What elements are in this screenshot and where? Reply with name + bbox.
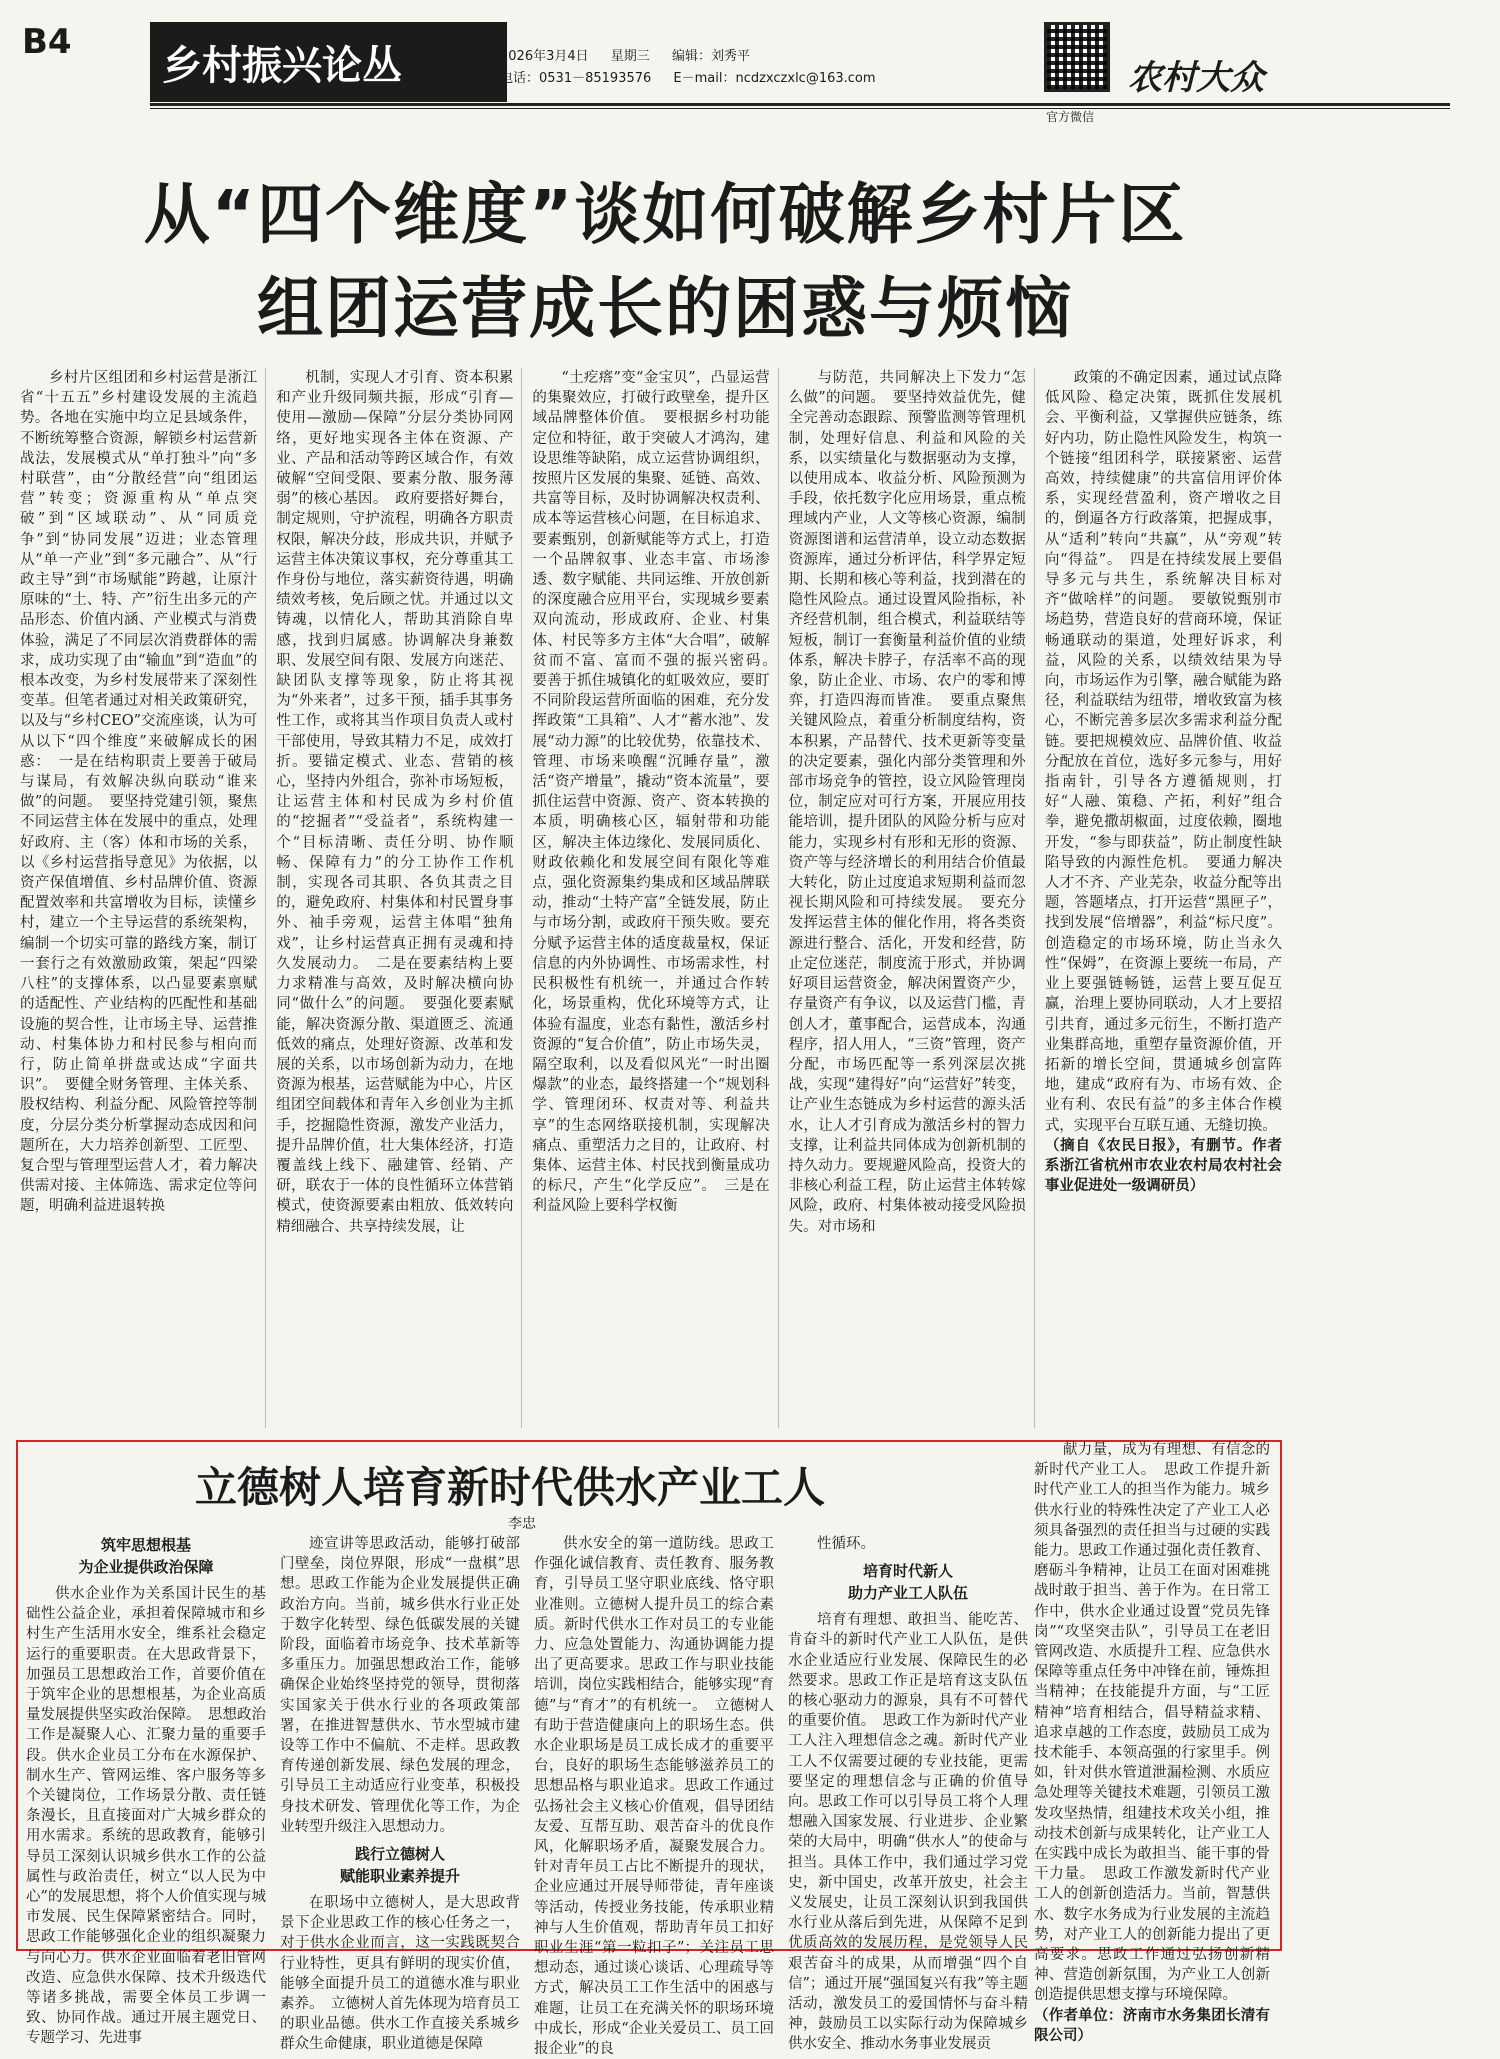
headline-line-1: 从“四个维度”谈如何破解乡村片区 bbox=[143, 176, 1187, 253]
headline-line-2: 组团运营成长的困惑与烦恼 bbox=[257, 270, 1073, 347]
issue-date: 2026年3月4日 bbox=[500, 49, 589, 64]
masthead-rule bbox=[150, 103, 1450, 106]
boxed-column-1 bbox=[26, 1528, 266, 2047]
article-column-1 bbox=[20, 368, 266, 1428]
phone: 电话：0531－85193576 bbox=[500, 71, 652, 86]
boxed-column-5 bbox=[1034, 1440, 1270, 2044]
subheading-line: 培育时代新人 bbox=[862, 1562, 953, 1581]
column-text: 与防范，共同解决上下发力“怎么做”的问题。 要坚持效益优先，健全完善动态跟踪、预警监测等管理机制，处理好信息、利益和风险的关系，以实绩量化与数据驱动为支撑，以使用成本、收益分析、风险预测为手段，依托数字化应用场景，重点梳理域内产业，人文等核心资源，编制资源图谱和运营清单，设立动态数据资源库，通过分析评估，科学界定短期、长期和核心等利益，找到潜在的隐性风险点。通过设置风险指标，补齐经营机制，组合模式，利益联结等短板，制订一套衡量利益价值的业绩体系，解决卡脖子，存活率不高的现象，防止企业、市场、农户的零和博弈，打造四海而皆准。 要重点聚焦关键风险点，着重分析制度结构，资本积累，产品替代、技术更新等变量的决定要素，强化内部分类管理和外部市场竞争的管控，设立风险管理岗位，制定应对可行方案，开展应用技能培训，提升团队的风险分析与应对能力，实现乡村有形和无形的资源、资产等与经济增长的利用结合价值最大转化，防止过度追求短期利益而忽视长期风险和可持续发展。 要充分发挥运营主体的催化作用，将各类资源进行整合、活化，开发和经营，防止定位迷茫，制度流于形式，并协调好项目运营资金，解决闲置资产少，存量资产有争议，以及运营门槛，青创人才，董事配合，运营成本，沟通程序，招人用人，“三资”管理，资产分配，市场匹配等一系列深层次挑战，实现“建得好”向“运营好”转变，让产业生态链成为乡村运营的源头活水，让人才引育成为激活乡村的智力支撑，让利益共同体成为创新机制的持久动力。要规避风险高，投资大的非核心利益工程，防止运营主体转嫁风险，政府、村集体被动接受风险损失。对市场和 bbox=[788, 370, 1026, 1235]
article-column-3 bbox=[532, 368, 785, 1428]
column-text: 供水企业作为关系国计民生的基础性公益企业，承担着保障城市和乡村生产生活用水安全，维系社会稳定运行的重要职责。在大思政背景下，加强员工思想政治工作，首要价值在于筑牢企业的思想根基，为企业高质量发展提供坚实政治保障。 思想政治工作是凝聚人心、汇聚力量的重要手段。供水企业员工分布在水源保护、制水生产、管网运维、客户服务等多个关键岗位，工作场景分散、责任链条漫长，且直接面对广大城乡群众的用水需求。系统的思政教育，能够引导员工深刻认识城乡供水工作的公益属性与政治责任，树立“以人民为中心”的发展思想，将个人价值实现与城市发展、民生保障紧密结合。同时，思政工作能够强化企业的组织凝聚力与向心力。供水企业面临着老旧管网改造、应急供水保障、技术升级迭代等诸多挑战，需要全体员工步调一致、协同作战。通过开展主题党日、专题学习、先进事 bbox=[26, 1586, 266, 2047]
column-text: 迹宣讲等思政活动，能够打破部门壁垒，岗位界限，形成“一盘棋”思想。思政工作能为企业发展提供正确政治方向。当前，城乡供水行业正处于数字化转型、绿色低碳发展的关键阶段，面临着市场竞争、技术革新等多重压力。加强思想政治工作，能够确保企业始终坚持党的领导，贯彻落实国家关于供水行业的各项政策部署，在推进智慧供水、节水型城市建设等工作中不偏航、不走样。思政教育传递创新发展、绿色发展的理念，引导员工主动适应行业变革，积极投身技术研发、管理优化等工作，为企业转型升级注入思想动力。 bbox=[280, 1536, 520, 1835]
boxed-column-4 bbox=[788, 1534, 1028, 2053]
qr-label: 官方微信 bbox=[1046, 110, 1095, 124]
column-text: 机制，实现人才引育、资本积累和产业升级同频共振，形成“引育—使用—激励—保障”分层分类协同网络，更好地实现各主体在资源、产业、产品和活动等跨区域合作，有效破解“空间受限、要素分散、服务薄弱”的核心基因。 政府要搭好舞台，制定规则，守护流程，明确各方职责权限，解决分歧，形成共识，并赋予运营主体决策议事权，充分尊重其工作身份与地位，落实薪资待遇，明确绩效考核，免后顾之忧。并通过以文铸魂，以情化人，帮助其消除自卑感，找到归属感。协调解决身兼数职、发展空间有限、发展方向迷茫、缺团队支撑等现象，防止将其视为“外来者”，过多干预，插手其事务性工作，或将其当作项目负责人或村干部使用，导致其精力不足，成效打折。要锚定模式、业态、营销的核心，坚持内外组合，弥补市场短板，让运营主体和村民成为乡村价值的“挖掘者”“受益者”，系统构建一个“目标清晰、责任分明、协作顺畅、保障有力”的分工协作工作机制，实现各司其职、各负其责之目的，避免政府、村集体和村民置身事外、袖手旁观，运营主体唱“独角戏”，让乡村运营真正拥有灵魂和持久发展动力。 二是在要素结构上要力求精准与高效，及时解决横向协同“做什么”的问题。 要强化要素赋能，解决资源分散、渠道匮乏、流通低效的痛点，处理好资源、改革和发展的关系，以市场创新为动力，在地资源为根基，运营赋能为中心，片区组团空间载体和青年入乡创业为主抓手，挖掘隐性资源，激发产业活力，提升品牌价值，壮大集体经济，打造覆盖线上线下、融建管、经销、产研，联农于一体的良性循环立体营销模式，使资源要素由粗放、低效转向精细融合、共享持续发展，让 bbox=[276, 370, 514, 1235]
column-text: “土疙瘩”变“金宝贝”，凸显运营的集聚效应，打破行政壁垒，提升区域品牌整体价值。 要根据乡村功能定位和特征，敢于突破人才鸿沟，建设思维等缺陷，成立运营协调组织，按照片区发展的集聚、延链、高效、共富等目标，及时协调解决权责利、成本等运营核心问题，在目标追求、要素甄别，创新赋能等方式上，打造一个品牌叙事、业态丰富、市场渗透、数字赋能、共同运维、开放创新的深度融合应用平台，实现城乡要素双向流动，形成政府、企业、村集体、村民等多方主体“大合唱”，破解贫而不富、富而不强的振兴密码。 要善于抓住城镇化的虹吸效应，要盯不同阶段运营所面临的困难，充分发挥政策“工具箱”、人才“蓄水池”、发展“动力源”的比较优势，依靠技术、管理、市场来唤醒“沉睡存量”，激活“资产增量”，撬动“资本流量”，要抓住运营中资源、资产、资本转换的本质，明确核心区，辐射带和功能区，解决主体边缘化、发展同质化、财政依赖化和发展空间有限化等难点，强化资源集约集成和区域品牌联动，推动“土特产富”全链发展，防止与市场分割，或政府干预失败。要充分赋予运营主体的适度裁量权，保证信息的内外协调性、市场需求性，村民积极性有机统一，并通过合作转化，场景重构，优化环境等方式，让体验有温度，业态有黏性，激活乡村资源的“复合价值”，防止市场失灵，隔空取利，以及看似风光“一时出圈爆款”的业态，最终搭建一个“规划科学、管理闭环、权责对等、利益共享”的生态网络联接机制，实现解决痛点、重塑活力之目的，让政府、村集体、运营主体、村民找到衡量成功的标尺，产生“化学反应”。 三是在利益风险上要科学权衡 bbox=[532, 370, 785, 1215]
page-number: B4 bbox=[22, 22, 72, 62]
column-text: 培育有理想、敢担当、能吃苦、肯奋斗的新时代产业工人队伍，是供水企业适应行业发展、保障民生的必然要求。思政工作正是培育这支队伍的核心驱动力的源泉，具有不可替代的重要价值。 思政工作为新时代产业工人注入理想信念之魂。新时代产业工人不仅需要过硬的专业技能，更需要坚定的理想信念与正确的价值导向。思政工作可以引导员工将个人理想融入国家发展、行业进步、企业繁荣的大局中，明确“供水人”的使命与担当。具体工作中，我们通过学习党史，新中国史，改革开放史，社会主义发展史，让员工深刻认识到我国供水行业从落后到先进，从保障不足到优质高效的发展历程，是党领导人民艰苦奋斗的成果，从而增强“四个自信”；通过开展“强国复兴有我”等主题活动，激发员工的爱国情怀与奋斗精神，鼓励员工以实际行动为保障城乡供水安全、推动水务事业发展贡 bbox=[788, 1612, 1028, 2053]
subheading-line: 赋能职业素养提升 bbox=[339, 1867, 460, 1886]
issue-weekday: 星期三 bbox=[610, 49, 650, 64]
subheading-3 bbox=[788, 1560, 1028, 1604]
column-text: 献力量，成为有理想、有信念的新时代产业工人。 思政工作提升新时代产业工人的担当作为能力。城乡供水行业的特殊性决定了产业工人必须具备强烈的责任担当与过硬的实践能力。思政工作通过强化责任教育、磨砺斗争精神，让员工在面对困难挑战时敢于担当、善于作为。在日常工作中，供水企业通过设置“党员先锋岗”“攻坚突击队”，引导员工在老旧管网改造、水质提升工程、应急供水保障等重点任务中冲锋在前，锤炼担当精神；在技能提升方面，与“工匠精神”培育相结合，倡导精益求精、追求卓越的工作态度，鼓励员工成为技术能手、本领高强的行家里手。例如，针对供水管道泄漏检测、水质应急处理等关键技术难题，引领员工激发攻坚热情，组建技术攻关小组，推动技术创新与成果转化，让产业工人在实践中成长为敢担当、能干事的骨干力量。 思政工作激发新时代产业工人的创新创造活力。当前，智慧供水、数字水务成为行业发展的主流趋势，对产业工人的创新能力提出了更高要求。思政工作通过弘扬创新精神、营造创新氛围，为产业工人创新创造提供思想支撑与环境保障。 bbox=[1034, 1442, 1270, 2004]
brand-logo: 农村大众 bbox=[1128, 58, 1264, 98]
main-article-columns bbox=[20, 368, 1290, 1428]
author-name: 李忠 bbox=[508, 1516, 536, 1532]
email: E－mail：ncdzxczxlc@163.com bbox=[673, 71, 876, 86]
subheading-2 bbox=[280, 1843, 520, 1887]
boxed-article-title: 立德树人培育新时代供水产业工人 bbox=[194, 1463, 825, 1512]
column-text: 在职场中立德树人，是大思政背景下企业思政工作的核心任务之一，对于供水企业而言，这一实践既契合行业特性，更具有鲜明的现实价值，能够全面提升员工的道德水准与职业素养。 立德树人首先体现为培育员工的职业品德。供水工作直接关系城乡群众生命健康，职业道德是保障 bbox=[280, 1895, 520, 2053]
boxed-column-2 bbox=[280, 1534, 520, 2053]
subheading-line: 助力产业工人队伍 bbox=[847, 1584, 968, 1603]
article-column-2 bbox=[276, 368, 522, 1428]
column-text: 性循环。 bbox=[817, 1536, 875, 1552]
masthead-rule-thin bbox=[150, 108, 1450, 109]
article-column-5 bbox=[1045, 368, 1290, 1428]
subheading-1 bbox=[26, 1534, 266, 1578]
masthead-info bbox=[500, 46, 894, 90]
column-text: 供水安全的第一道防线。思政工作强化诚信教育、责任教育、服务教育，引导员工坚守职业底线、恪守职业准则。立德树人提升员工的综合素质。新时代供水工作对员工的专业能力、应急处置能力、沟通协调能力提出了更高要求。思政工作与职业技能培训，岗位实践相结合，能够实现“育德”与“育才”的有机统一。 立德树人有助于营造健康向上的职场生态。供水企业职场是员工成长成才的重要平台，良好的职场生态能够滋养员工的思想品格与职业追求。思政工作通过弘扬社会主义核心价值观，倡导团结友爱、互帮互助、艰苦奋斗的优良作风，化解职场矛盾，凝聚发展合力。针对青年员工占比不断提升的现状，企业应通过开展导师带徒，青年座谈等活动，传授业务技能，传承职业精神与人生价值观，帮助青年员工扣好职业生涯“第一粒扣子”；关注员工思想动态，通过谈心谈话、心理疏导等方式，解决员工工作生活中的困惑与难题，让员工在充满关怀的职场环境中成长，形成“企业关爱员工、员工回报企业”的良 bbox=[534, 1536, 774, 2058]
subheading-line: 筑牢思想根基 bbox=[100, 1536, 191, 1554]
subheading-line: 践行立德树人 bbox=[354, 1845, 445, 1864]
boxed-column-3 bbox=[534, 1534, 774, 2058]
subheading-line: 为企业提供政治保障 bbox=[78, 1558, 214, 1576]
qr-code-icon bbox=[1044, 22, 1110, 92]
section-banner: 乡村振兴论丛 bbox=[150, 22, 507, 102]
author-unit-credit: （作者单位：济南市水务集团长清有限公司） bbox=[1034, 2007, 1270, 2044]
source-credit: （摘自《农民日报》，有删节。作者系浙江省杭州市农业农村局农村社会事业促进处一级调研员） bbox=[1044, 1137, 1283, 1195]
main-headline bbox=[40, 168, 1290, 356]
article-column-4 bbox=[789, 368, 1035, 1428]
column-text: 乡村片区组团和乡村运营是浙江省“十五五”乡村建设发展的主流趋势。各地在实施中均立足县域条件，不断统筹整合资源，解锁乡村运营新战法，发展模式从“单打独斗”向“多村联营”，由“分散经营”向“组团运营”转变；资源重构从“单点突破”到“区域联动”、从“同质竞争”到“协同发展”迈进；业态管理从“单一产业”到“多元融合”、从“行政主导”到“市场赋能”跨越，让原汁原味的“土、特、产”衍生出多元的产品形态、价值内涵、产业模式与消费体验，满足了不同层次消费群体的需求，成功实现了由“输血”到“造血”的根本改变，为乡村发展带来了深刻性变革。但笔者通过对相关政策研究，以及与“乡村CEO”交流座谈，认为可从以下“四个维度”来破解成长的困惑： 一是在结构职责上要善于破局与谋局，有效解决纵向联动“谁来做”的问题。 要坚持党建引领，聚焦不同运营主体在发展中的重点，处理好政府、主（客）体和市场的关系，以《乡村运营指导意见》为依据，以资产保值增值、乡村品牌价值、资源配置效率和共富增收为目标，读懂乡村，建立一个主导运营的系统架构，编制一个切实可靠的路线方案，制订一套行之有效激励政策，架起“四梁八柱”的支撑体系，以凸显要素禀赋的适配性、产业结构的匹配性和基础设施的契合性，让市场主导、运营推动、村集体协力和村民参与相向而行，防止简单拼盘或达成“字面共识”。 要健全财务管理、主体关系、股权结构、利益分配、风险管控等制度，分层分类分析掌握动态成因和问题所在，大力培养创新型、工匠型、复合型与管理型运营人才，着力解决供需对接、主体筛选、需求定位等问题，明确利益进退转换 bbox=[20, 370, 258, 1215]
editor: 编辑：刘秀平 bbox=[671, 49, 750, 64]
column-text: 政策的不确定因素，通过试点降低风险、稳定决策，既抓住发展机会、平衡利益，又掌握供应链条，练好内功，防止隐性风险发生，构筑一个链接“组团科学，联接紧密、运营高效，持续健康”的共富信用评价体系，实现经营盈利，资产增收之目的，倒逼各方行政落策，把握成事，从“适利”转向“共赢”，从“旁观”转向“得益”。 四是在持续发展上要倡导多元与共生，系统解决目标对齐“做啥样”的问题。 要敏锐甄别市场趋势，营造良好的营商环境，保证畅通联动的渠道，处理好诉求，利益，风险的关系，以绩效结果为导向，市场运作为引擎，融合赋能为路径，利益联结为纽带，增收致富为核心，不断完善多层次多需求利益分配链。要把规模效应、品牌价值、收益分配放在首位，选好多元参与，用好指南针，引导各方遵循规则，打好“人融、策稳、产拓，利好”组合拳，避免撒胡椒面，过度依赖，圈地开发，“参与即获益”，防止制度性缺陷导致的内源性危机。 要通力解决人才不齐、产业芜杂，收益分配等出题，答题堵点，打开运营“黑匣子”，找到发展“倍增器”，利益“标尺度”。创造稳定的市场环境，防止当永久性“保姆”，在资源上要统一布局，产业上要强链畅链，运营上要互促互赢，治理上要协同联动，人才上要招引共育，通过多元衍生，不断打造产业集群高地，重塑存量资源价值，开拓新的增长空间，贯通城乡创富阵地，建成“政府有为、市场有效、企业有利、农民有益”的多主体合作模式，实现平台互联互通、无缝切换。 bbox=[1044, 370, 1283, 1134]
